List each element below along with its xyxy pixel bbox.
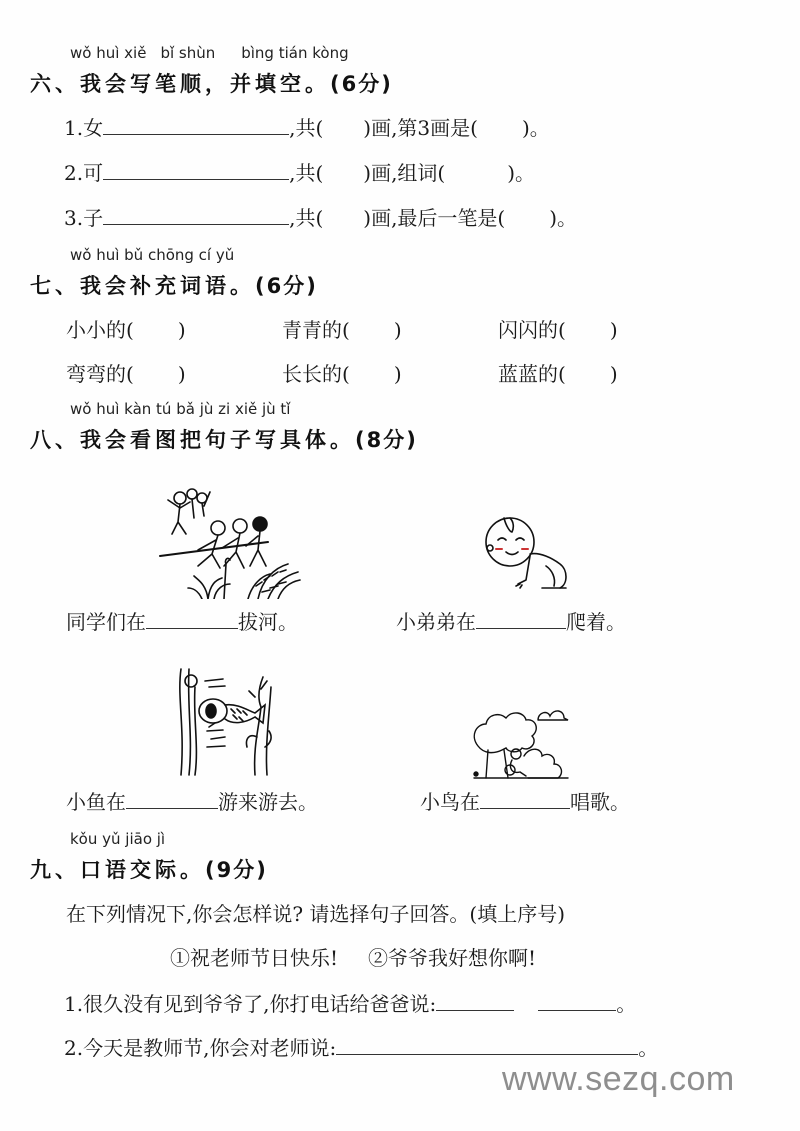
word-prefix: 长长的(	[282, 362, 350, 386]
crawling-baby-illustration	[476, 508, 576, 598]
close-paren: )	[393, 318, 402, 342]
picture-sentence-1	[66, 606, 298, 635]
section8-pinyin: wǒ huì kàn tú bǎ jù zi xiě jù tǐ	[70, 400, 291, 418]
picture-sentence-3	[66, 786, 318, 815]
bird-in-tree-illustration	[468, 706, 578, 784]
stroke-order-blank[interactable]	[103, 116, 289, 135]
swimming-fish-illustration	[175, 667, 275, 777]
item-character: 女	[83, 116, 104, 140]
word-fill-row-2	[66, 358, 678, 387]
word-fill-item	[282, 358, 498, 387]
stroke-item-3	[64, 202, 577, 231]
sentence-suffix: 唱歌。	[570, 790, 630, 814]
sentence-blank[interactable]	[476, 610, 566, 629]
item-text: )。	[507, 161, 536, 185]
stroke-order-blank[interactable]	[103, 161, 289, 180]
question-text: 2.今天是教师节,你会对老师说:	[64, 1036, 337, 1060]
section6-pinyin	[70, 44, 349, 62]
question-end: 。	[616, 992, 637, 1016]
item-text: ,共(	[289, 116, 324, 140]
item-text: )画,组词(	[363, 161, 446, 185]
picture-sentence-2	[396, 606, 626, 635]
pinyin-segment: bǐ shùn	[160, 44, 216, 62]
dialogue-question-1	[64, 988, 636, 1017]
item-text: ,共(	[289, 161, 324, 185]
answer-blank[interactable]	[538, 992, 616, 1011]
section-score: (6分)	[255, 274, 318, 298]
stroke-order-blank[interactable]	[103, 206, 289, 225]
option-1: ①祝老师节日快乐!	[170, 946, 339, 970]
word-fill-item	[498, 358, 678, 387]
section7-pinyin: wǒ huì bǔ chōng cí yǔ	[70, 246, 235, 264]
close-paren: )	[393, 362, 402, 386]
tug-of-war-illustration	[158, 484, 308, 599]
item-number: 3.	[64, 206, 84, 230]
close-paren: )	[177, 318, 186, 342]
sentence-prefix: 同学们在	[66, 610, 146, 634]
item-character: 可	[83, 161, 104, 185]
word-prefix: 弯弯的(	[66, 362, 134, 386]
section-score: (9分)	[205, 858, 268, 882]
section-title: 六、我会写笔顺，并填空。	[30, 72, 330, 96]
option-2: ②爷爷我好想你啊!	[368, 946, 537, 970]
item-number: 1.	[64, 116, 84, 140]
picture-sentence-4	[420, 786, 630, 815]
close-paren: )	[609, 318, 618, 342]
item-text: )画,最后一笔是(	[363, 206, 506, 230]
stroke-item-2	[64, 157, 535, 186]
sentence-blank[interactable]	[126, 790, 218, 809]
item-text: )画,第3画是(	[363, 116, 478, 140]
word-fill-item	[66, 314, 282, 343]
watermark: www.sezq.com	[502, 1060, 735, 1098]
question-end: 。	[638, 1036, 659, 1060]
section6-heading	[30, 68, 393, 98]
dialogue-question-2	[64, 1032, 658, 1061]
sentence-blank[interactable]	[480, 790, 570, 809]
word-fill-item	[282, 314, 498, 343]
word-prefix: 小小的(	[66, 318, 134, 342]
stroke-item-1	[64, 112, 550, 141]
item-text: )。	[521, 116, 550, 140]
item-text: ,共(	[289, 206, 324, 230]
item-character: 子	[83, 206, 104, 230]
question-text: 1.很久没有见到爷爷了,你打电话给爸爸说:	[64, 992, 437, 1016]
close-paren: )	[609, 362, 618, 386]
section-score: (6分)	[330, 72, 393, 96]
pinyin-segment: bìng tián kòng	[241, 44, 349, 62]
section7-heading	[30, 270, 318, 300]
section-score: (8分)	[355, 428, 418, 452]
section8-heading	[30, 424, 418, 454]
section-title: 八、我会看图把句子写具体。	[30, 428, 355, 452]
word-prefix: 蓝蓝的(	[498, 362, 566, 386]
sentence-blank[interactable]	[146, 610, 238, 629]
section9-pinyin: kǒu yǔ jiāo jì	[70, 830, 166, 848]
word-fill-item	[66, 358, 282, 387]
sentence-suffix: 爬着。	[566, 610, 626, 634]
sentence-prefix: 小鸟在	[420, 790, 480, 814]
close-paren: )	[177, 362, 186, 386]
section-title: 九、口语交际。	[30, 858, 205, 882]
section9-instruction: 在下列情况下,你会怎样说? 请选择句子回答。(填上序号)	[66, 902, 566, 926]
answer-blank[interactable]	[336, 1036, 638, 1055]
word-prefix: 闪闪的(	[498, 318, 566, 342]
word-fill-row-1	[66, 314, 678, 343]
section9-heading	[30, 854, 268, 884]
sentence-suffix: 拔河。	[238, 610, 298, 634]
item-number: 2.	[64, 161, 84, 185]
answer-blank[interactable]	[436, 992, 514, 1011]
sentence-suffix: 游来游去。	[218, 790, 318, 814]
sentence-prefix: 小弟弟在	[396, 610, 476, 634]
word-prefix: 青青的(	[282, 318, 350, 342]
word-fill-item	[498, 314, 678, 343]
sentence-prefix: 小鱼在	[66, 790, 126, 814]
section-title: 七、我会补充词语。	[30, 274, 255, 298]
pinyin-segment: wǒ huì xiě	[70, 44, 147, 62]
section9-options	[170, 942, 536, 971]
item-text: )。	[549, 206, 578, 230]
